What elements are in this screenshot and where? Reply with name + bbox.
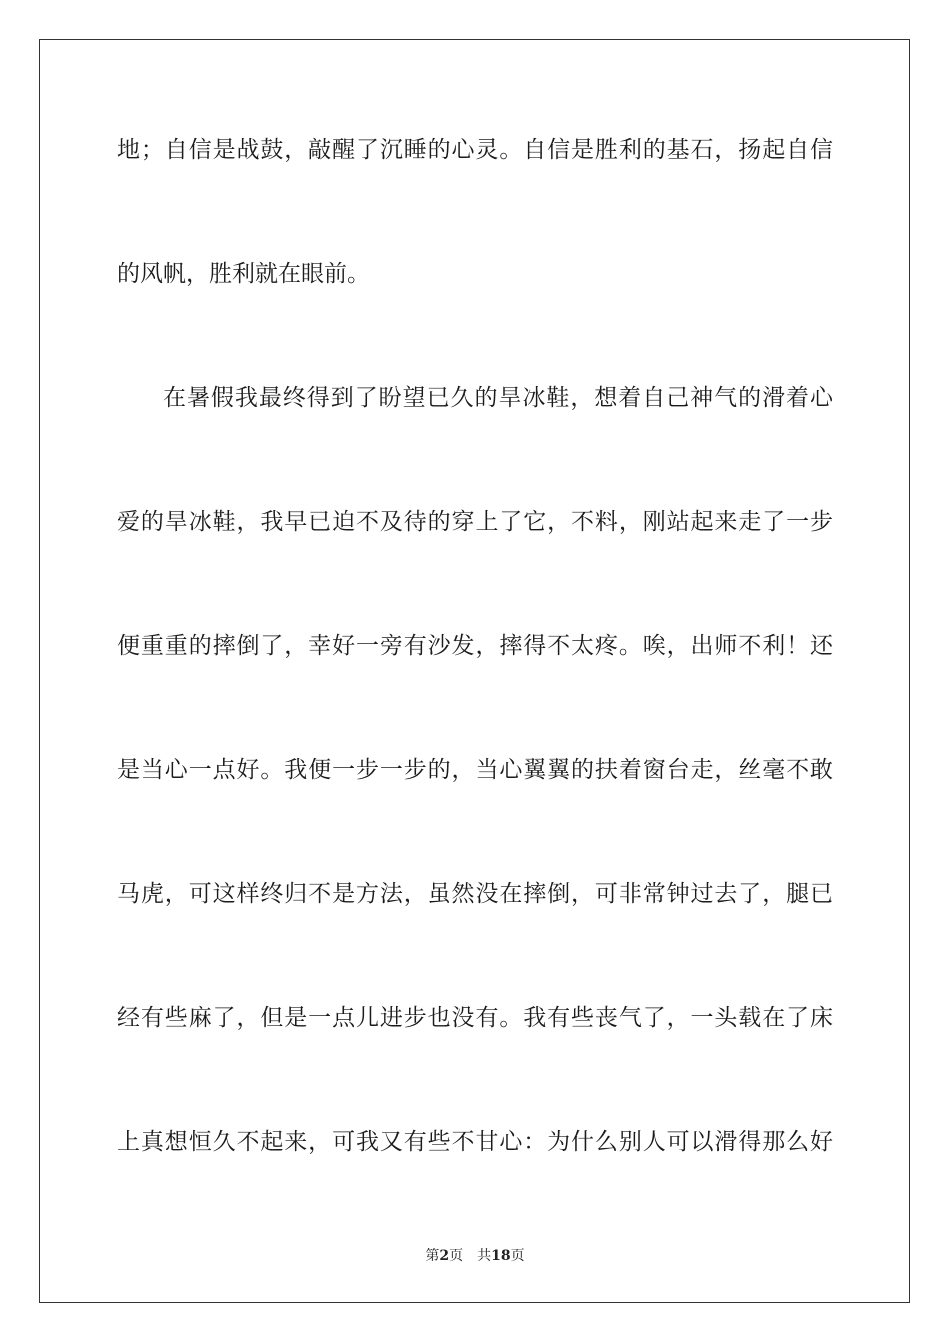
body-text-line-1: 地；自信是战鼓，敲醒了沉睡的心灵。自信是胜利的基石，扬起自信	[117, 137, 833, 163]
body-text-line-5: 便重重的摔倒了，幸好一旁有沙发，摔得不太疼。唉，出师不利！还	[117, 633, 833, 659]
page-number	[425, 1248, 463, 1264]
page-total	[477, 1248, 524, 1264]
page-prefix: 第	[425, 1248, 440, 1264]
body-text-line-4: 爱的旱冰鞋，我早已迫不及待的穿上了它，不料，刚站起来走了一步	[117, 509, 833, 535]
body-text-line-7: 马虎，可这样终归不是方法，虽然没在摔倒，可非常钟过去了，腿已	[117, 881, 833, 907]
total-count: 18	[491, 1248, 511, 1264]
body-text-line-6: 是当心一点好。我便一步一步的，当心翼翼的扶着窗台走，丝毫不敢	[117, 757, 833, 783]
page-border	[39, 39, 910, 1303]
page-suffix: 页	[449, 1248, 464, 1264]
body-text-line-3: 在暑假我最终得到了盼望已久的旱冰鞋，想着自己神气的滑着心	[163, 385, 833, 411]
page-current: 2	[439, 1248, 450, 1264]
page-footer	[0, 1247, 950, 1265]
total-suffix: 页	[510, 1248, 525, 1264]
body-text-line-9: 上真想恒久不起来，可我又有些不甘心：为什么别人可以滑得那么好	[117, 1129, 833, 1155]
total-prefix: 共	[477, 1248, 492, 1264]
body-text-line-2: 的风帆，胜利就在眼前。	[117, 261, 370, 287]
body-text-line-8: 经有些麻了，但是一点儿进步也没有。我有些丧气了，一头载在了床	[117, 1005, 833, 1031]
